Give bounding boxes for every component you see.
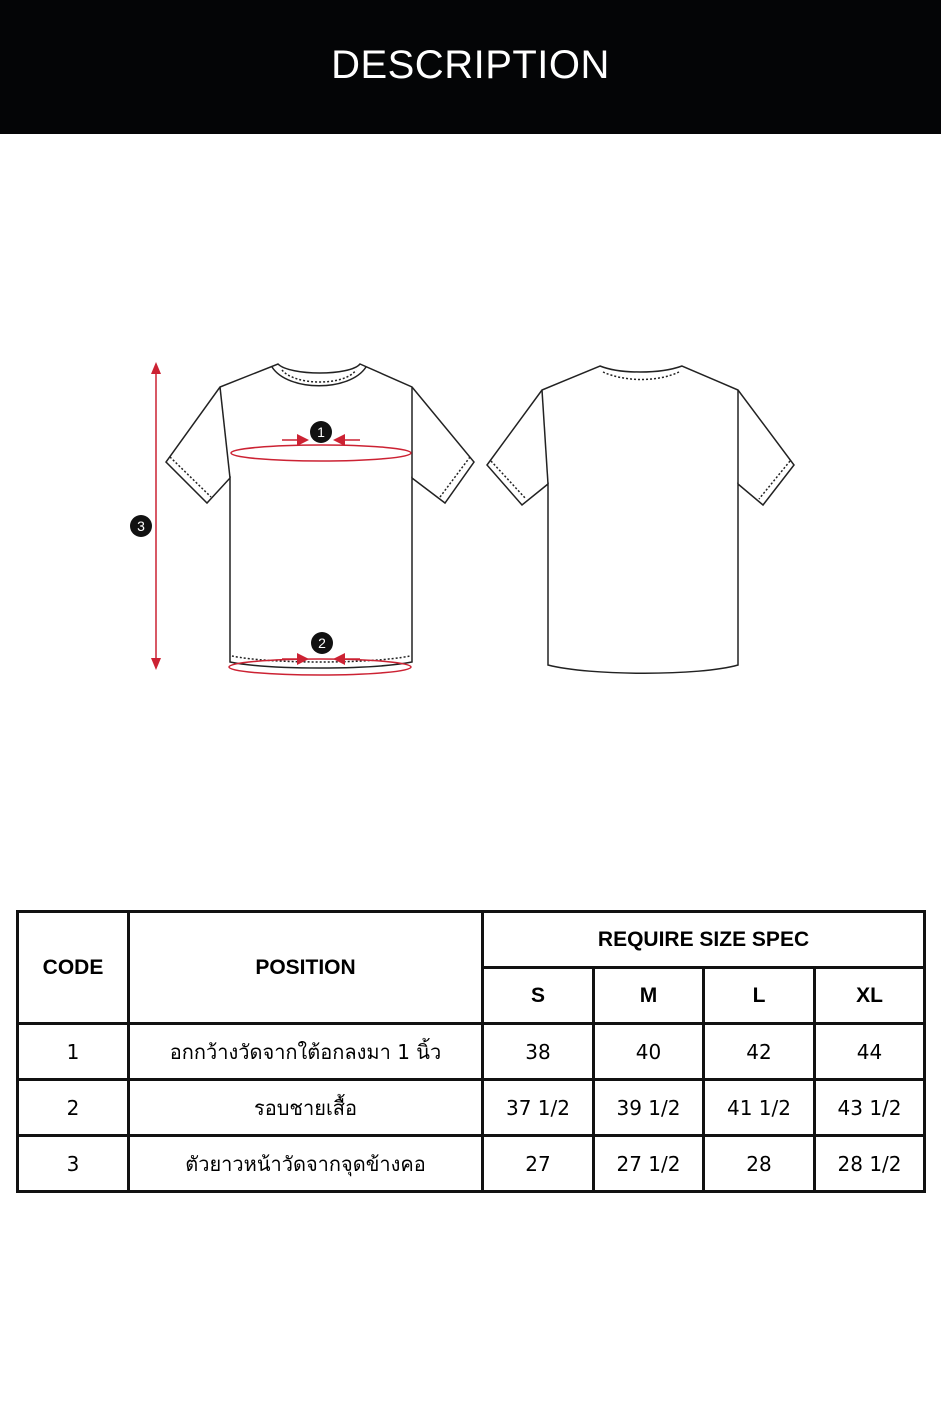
row-value-l: 28 [704, 1136, 815, 1192]
size-spec-table [16, 910, 926, 1193]
size-header-m: M [594, 968, 704, 1024]
size-spec-header: REQUIRE SIZE SPEC [483, 912, 925, 968]
table-row [18, 1024, 925, 1080]
back-tshirt-outline [487, 366, 794, 673]
row-value-m: 40 [594, 1024, 704, 1080]
row-value-s: 27 [483, 1136, 594, 1192]
page-title: DESCRIPTION [331, 42, 610, 87]
position-header: POSITION [129, 912, 483, 1024]
code-header: CODE [18, 912, 129, 1024]
row-value-l: 42 [704, 1024, 815, 1080]
marker-1-label: 1 [317, 424, 325, 440]
row-position: อกกว้างวัดจากใต้อกลงมา 1 นิ้ว [129, 1024, 483, 1080]
marker-3-label: 3 [137, 518, 145, 534]
size-header-s: S [483, 968, 594, 1024]
row-value-s: 37 1/2 [483, 1080, 594, 1136]
marker-2-label: 2 [318, 635, 326, 651]
row-value-xl: 44 [815, 1024, 925, 1080]
row-code: 2 [18, 1080, 129, 1136]
row-value-l: 41 1/2 [704, 1080, 815, 1136]
row-value-m: 39 1/2 [594, 1080, 704, 1136]
row-value-xl: 43 1/2 [815, 1080, 925, 1136]
row-value-m: 27 1/2 [594, 1136, 704, 1192]
size-header-l: L [704, 968, 815, 1024]
row-value-s: 38 [483, 1024, 594, 1080]
size-header-xl: XL [815, 968, 925, 1024]
front-tshirt-outline [166, 364, 474, 668]
table-row [18, 1080, 925, 1136]
row-value-xl: 28 1/2 [815, 1136, 925, 1192]
length-measure [130, 362, 161, 670]
row-position: ตัวยาวหน้าวัดจากจุดข้างคอ [129, 1136, 483, 1192]
row-position: รอบชายเสื้อ [129, 1080, 483, 1136]
table-row [18, 1136, 925, 1192]
row-code: 3 [18, 1136, 129, 1192]
row-code: 1 [18, 1024, 129, 1080]
